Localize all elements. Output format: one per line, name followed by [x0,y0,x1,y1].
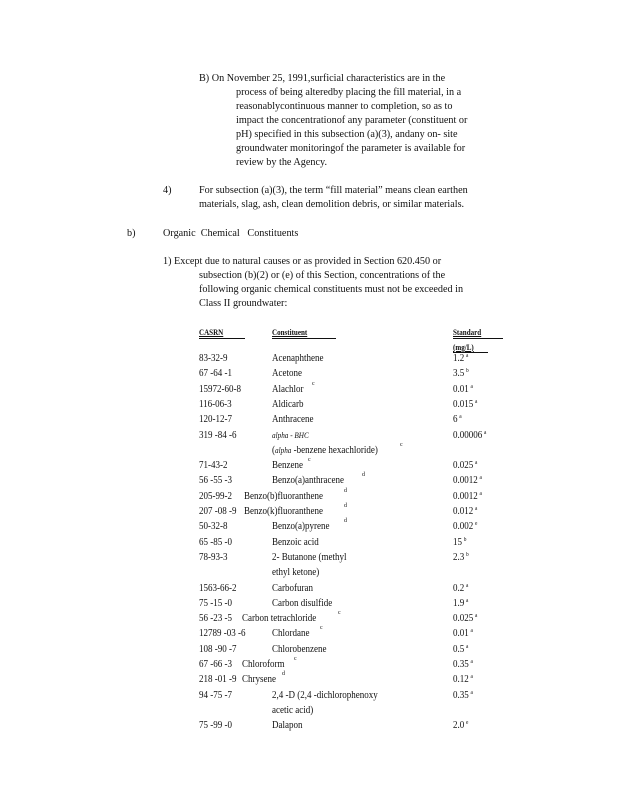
casrn-cell: 218 -01 -9 [199,674,237,685]
casrn-cell: 205-99-2 [199,491,233,502]
standard-cell: 0.35 $^a$ [453,689,473,701]
casrn-cell: 15972-60-8 [199,384,242,395]
paragraph-4-line: For subsection (a)(3), the term “fill material” means clean earthen [199,185,468,196]
constituent-cell: acetic acid) [272,705,314,716]
constituent-footnote-mark: d [282,671,285,677]
constituent-cell: Chlorobenzene [272,644,327,655]
constituent-cell: Benzo(k)fluoranthene [244,506,323,517]
column-header-units: (mg/L) [453,342,474,352]
constituent-cell: (alpha -benzene hexachloride) [272,445,378,456]
standard-cell: 0.0012 $^a$ [453,474,482,486]
column-header-constituent: Constituent [272,327,308,337]
casrn-cell: 207 -08 -9 [199,506,237,517]
constituent-footnote-mark: c [312,381,315,387]
standard-footnote-mark: a [466,597,469,604]
constituent-cell: Benzo(a)anthracene [272,475,344,486]
casrn-cell: 94 -75 -7 [199,690,233,701]
constituent-cell: ethyl ketone) [272,567,320,578]
paragraph-b-line: pH) specified in this subsection (a)(3), andany on- site [236,129,458,140]
standard-footnote-mark: a [470,689,473,696]
casrn-cell: 75 -99 -0 [199,720,233,731]
standard-cell: 0.12 $^a$ [453,673,473,685]
paragraph-b-line: reasonablycontinuous manner to completion, so as to [236,101,453,112]
constituent-footnote-mark: c [320,625,323,631]
casrn-cell: 78-93-3 [199,552,228,563]
constituent-cell: 2,4 -D (2,4 -dichlorophenoxy [272,690,378,701]
paragraph-4 [199,184,506,212]
constituent-footnote-mark: d [362,472,365,478]
constituent-italic: alpha [275,446,292,455]
paragraph-b-line: process of being alteredby placing the fill material, in a [236,87,462,98]
section-b-heading: Organic Chemical Constituents [163,228,299,239]
constituent-cell: Acetone [272,368,302,379]
constituent-cell [272,429,309,442]
paragraph-1-line: Class II groundwater: [199,298,288,309]
standard-footnote-mark: a [475,612,478,619]
constituent-footnote-mark: c [338,610,341,616]
paragraph-4-line: materials, slag, ash, clean demolition debris, or similar materials. [199,199,465,210]
standard-footnote-mark: a [459,413,462,420]
paragraph-1-line: 1) Except due to natural causes or as provided in Section 620.450 or [163,256,442,267]
section-b-marker: b) [127,228,136,239]
paragraph-1-line: following organic chemical constituents must not be exceeded in [199,284,464,295]
paragraph-4-marker: 4) [163,185,172,196]
standard-cell: 2.3 $^b$ [453,551,469,563]
constituent-footnote-mark: d [344,518,347,524]
constituent-cell: Chlordane [272,628,310,639]
standard-footnote-mark: a [484,429,487,436]
constituent-cell: 2- Butanone (methyl [272,552,347,563]
constituent-cell: Acenaphthene [272,353,324,364]
standard-footnote-mark: b [463,536,467,543]
constituent-cell: Dalapon [272,720,303,731]
standard-cell: 0.5 $^a$ [453,643,469,655]
standard-footnote-mark: a [475,459,478,466]
standard-cell: 0.00006 $^a$ [453,429,487,441]
constituent-footnote-mark: c [400,442,403,448]
standard-footnote-mark: a [466,643,469,650]
constituent-cell: Carbon tetrachloride [242,613,317,624]
constituent-header-rule [272,338,336,339]
standard-cell: 15 $^b$ [453,536,467,548]
constituent-cell: Benzo(a)pyrene [272,521,330,532]
constituent-italic: alpha - BHC [272,431,309,440]
constituent-footnote-mark: c [294,656,297,662]
paragraph-b-line: B) On November 25, 1991,surficial characteristics are in the [199,73,446,84]
standard-cell: 0.35 $^a$ [453,658,473,670]
standard-footnote-mark: b [466,367,469,374]
paragraph-b [199,72,506,86]
standard-footnote-mark: a [479,474,482,481]
constituent-cell: Benzo(b)fluoranthene [244,491,323,502]
standard-footnote-mark: b [466,551,469,558]
standard-footnote-mark: a [479,490,482,497]
constituent-cell: Alachlor [272,384,304,395]
casrn-cell: 65 -85 -0 [199,537,233,548]
casrn-cell: 56 -23 -5 [199,613,233,624]
casrn-cell: 71-43-2 [199,460,228,471]
standard-cell: 0.025 $^a$ [453,459,478,471]
constituent-cell: Aldicarb [272,399,304,410]
standard-footnote-mark: a [466,352,469,359]
paragraph-1-body [199,269,506,311]
standard-cell: 0.015 $^a$ [453,398,478,410]
constituent-cell: Anthracene [272,414,314,425]
standard-cell: 6 $^a$ [453,413,462,425]
standard-footnote-mark: a [466,582,469,589]
paragraph-b-line: groundwater monitoringof the parameter is available for [236,143,466,154]
paragraph-1 [163,255,506,269]
casrn-cell: 56 -55 -3 [199,475,233,486]
column-header-standard: Standard [453,327,482,337]
standard-cell: 0.01 $^a$ [453,383,473,395]
standard-footnote-mark: a [470,673,473,680]
constituent-footnote-mark: c [308,457,311,463]
casrn-cell: 67 -66 -3 [199,659,233,670]
casrn-cell: 50-32-8 [199,521,228,532]
casrn-cell: 108 -90 -7 [199,644,237,655]
paragraph-b-line: review by the Agency. [236,157,327,168]
standard-cell: 0.01 $^a$ [453,627,473,639]
standard-cell: 0.002 $^e$ [453,520,478,532]
casrn-cell: 75 -15 -0 [199,598,233,609]
standard-cell: 0.012 $^a$ [453,505,478,517]
column-header-casrn: CASRN [199,327,224,337]
standard-cell: 0.0012 $^a$ [453,490,482,502]
casrn-cell: 12789 -03 -6 [199,628,246,639]
standard-footnote-mark: a [470,383,473,390]
casrn-cell: 116-06-3 [199,399,232,410]
casrn-cell: 67 -64 -1 [199,368,233,379]
constituent-cell: Benzoic acid [272,537,319,548]
constituent-cell: Chloroform [242,659,285,670]
paragraph-b-line: impact the concentrationof any parameter (constituent or [236,115,468,126]
standard-footnote-mark: a [470,658,473,665]
constituent-cell: Carbon disulfide [272,598,333,609]
standard-footnote-mark: a [475,398,478,405]
standard-footnote-mark: e [466,719,469,726]
paragraph-b-body [236,86,506,170]
constituent-footnote-mark: d [344,488,347,494]
casrn-cell: 1563-66-2 [199,583,237,594]
casrn-cell: 120-12-7 [199,414,233,425]
standard-header-rule [453,338,503,339]
constituent-footnote-mark: d [344,503,347,509]
casrn-header-rule [199,338,245,339]
standard-cell: 2.0 $^e$ [453,719,469,731]
standard-footnote-mark: e [475,520,478,527]
casrn-cell: 83-32-9 [199,353,228,364]
standard-cell: 0.2 $^a$ [453,582,469,594]
standard-footnote-mark: a [475,505,478,512]
standard-cell: 1.2 $^a$ [453,352,469,364]
standard-cell: 3.5 $^b$ [453,367,469,379]
constituent-cell: Benzene [272,460,303,471]
standard-cell: 1.9 $^a$ [453,597,469,609]
casrn-cell: 319 -84 -6 [199,430,237,441]
constituent-cell: Carbofuran [272,583,313,594]
standard-footnote-mark: a [470,627,473,634]
paragraph-1-line: subsection (b)(2) or (e) of this Section, concentrations of the [199,270,446,281]
standard-cell: 0.025 $^a$ [453,612,478,624]
constituent-cell: Chrysene [242,674,277,685]
